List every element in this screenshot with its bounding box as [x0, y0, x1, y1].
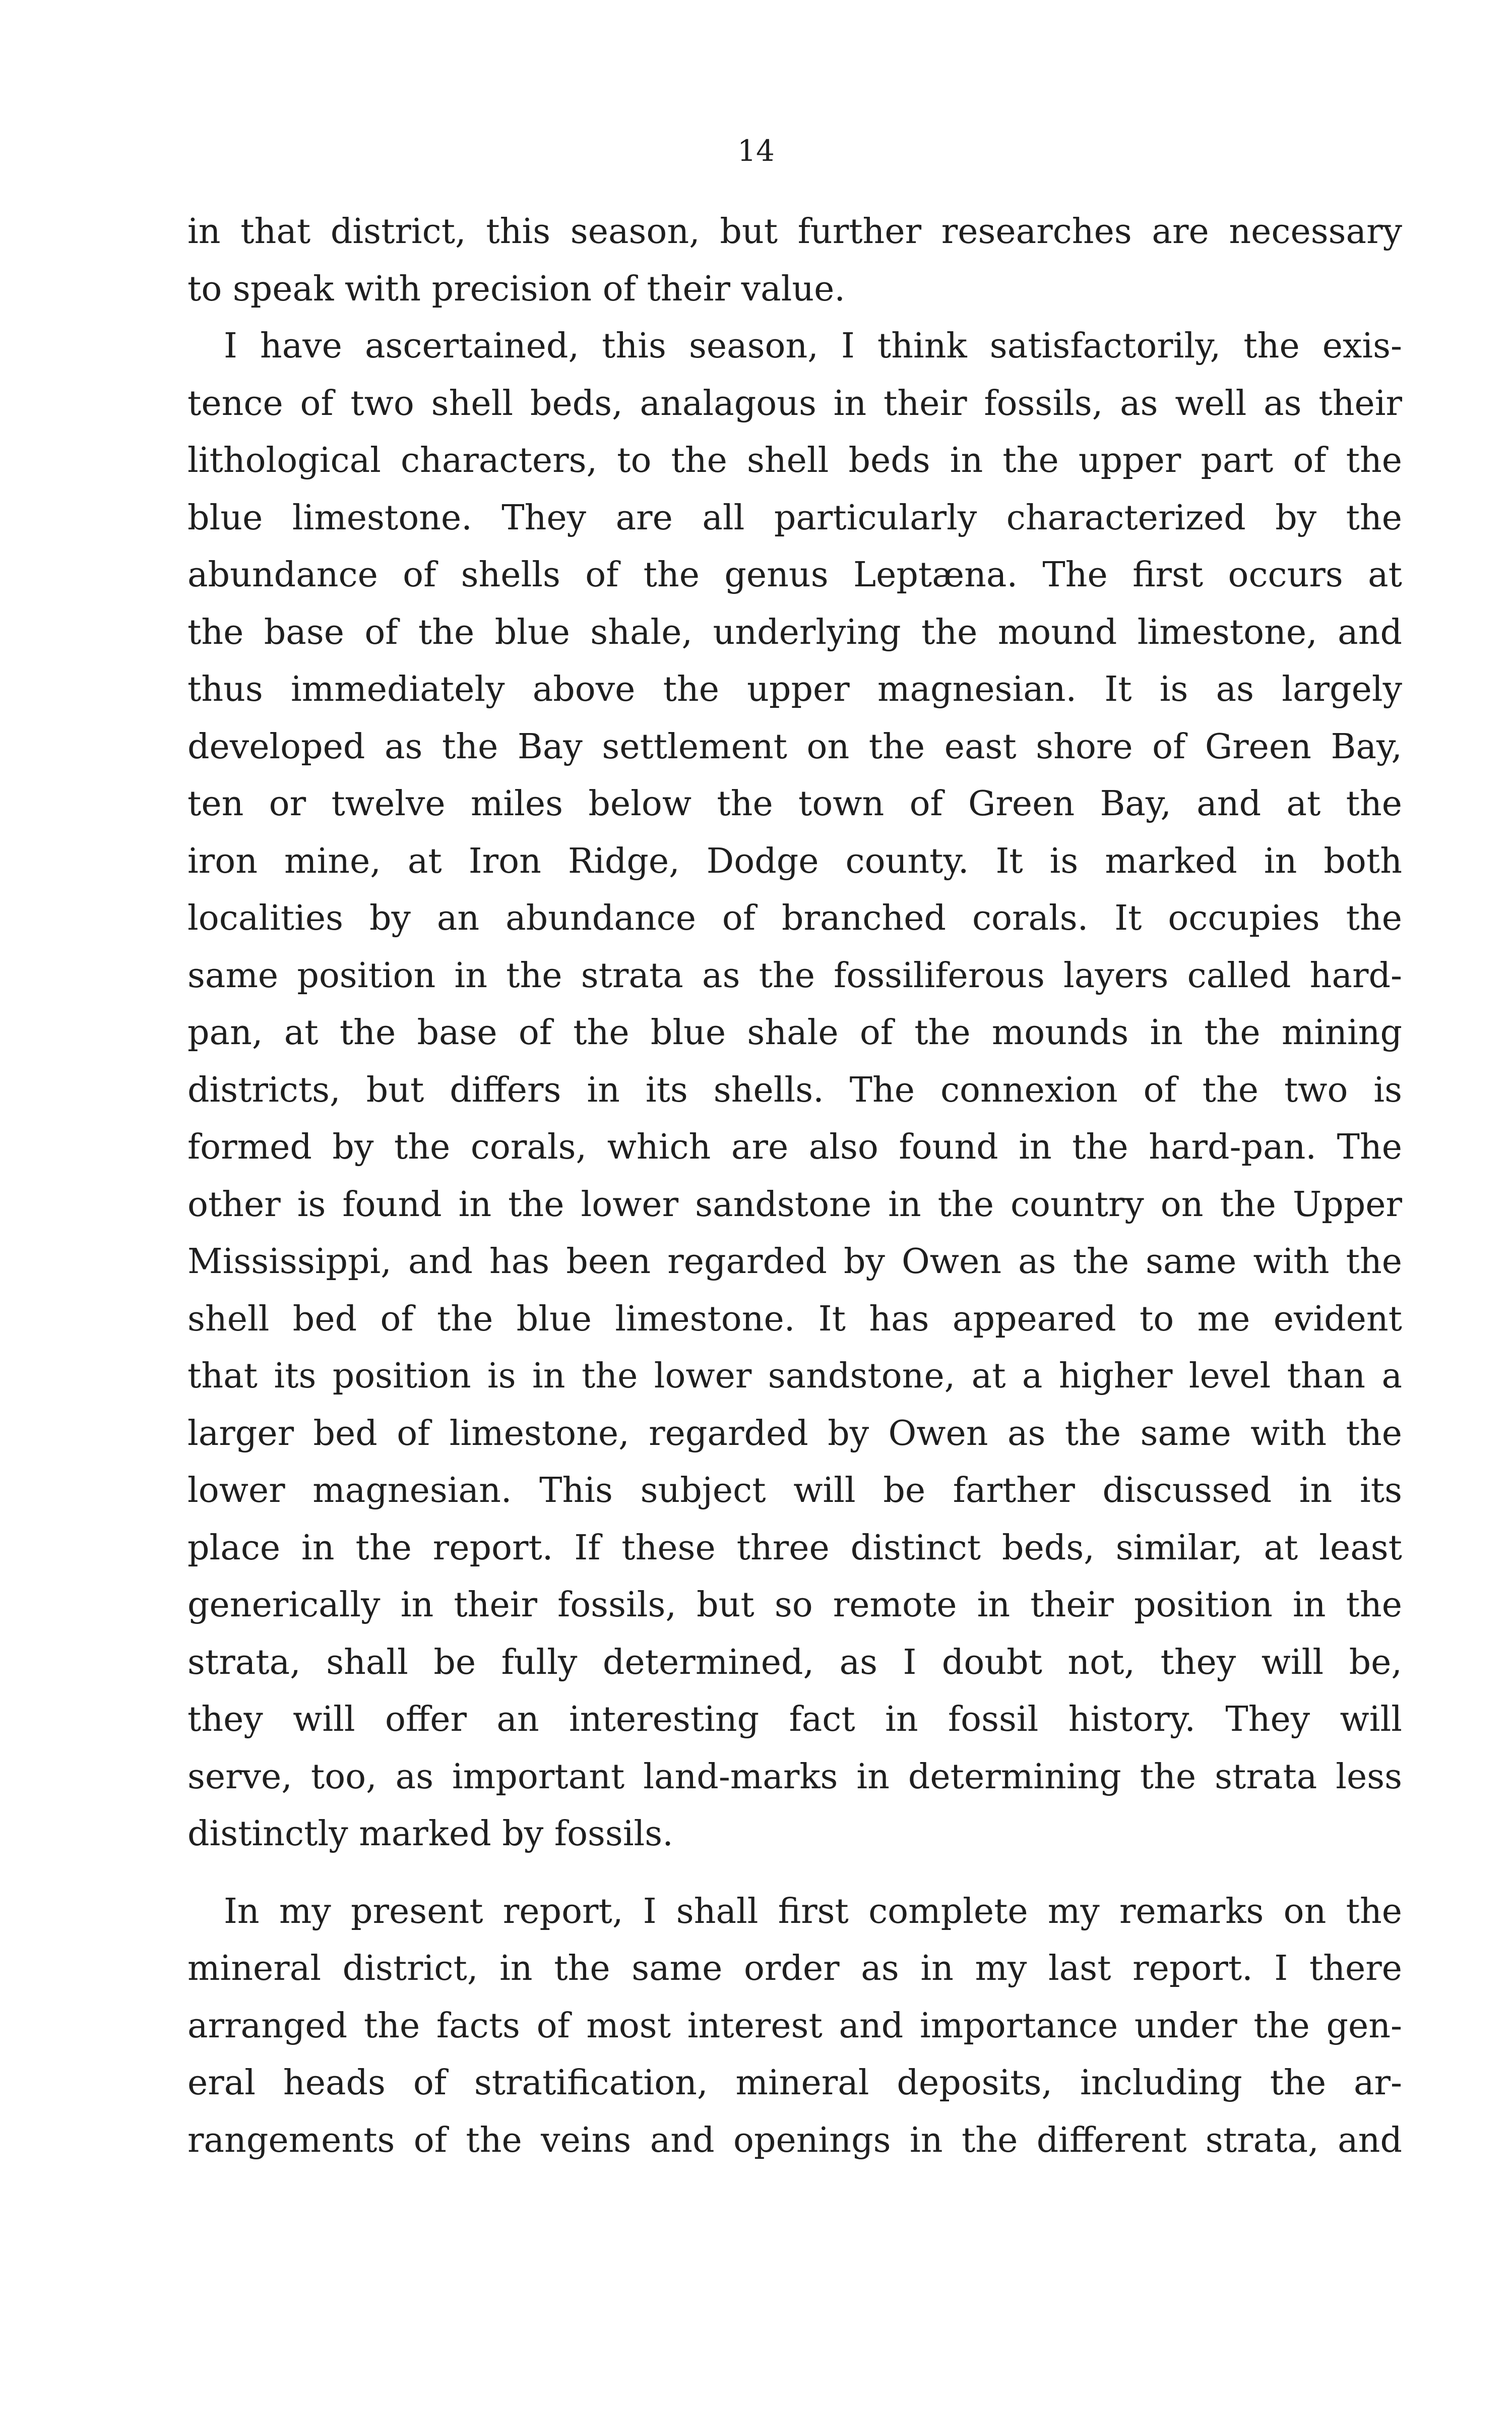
text-line: eral heads of stratification, mineral deposits, including the ar- — [187, 2063, 1402, 2103]
text-line: other is found in the lower sandstone in the country on the Upper — [187, 1185, 1402, 1225]
text-line: In my present report, I shall first complete my remarks on the — [224, 1892, 1402, 1931]
text-line: place in the report. If these three distinct beds, similar, at least — [187, 1528, 1402, 1568]
text-line: the base of the blue shale, underlying the mound limestone, and — [187, 613, 1402, 652]
text-line: abundance of shells of the genus Leptæna. The first occurs at — [187, 555, 1402, 595]
text-line: localities by an abundance of branched corals. It occupies the — [187, 898, 1402, 938]
text-line: that its position is in the lower sandstone, at a higher level than a — [187, 1356, 1402, 1396]
text-line: in that district, this season, but further researches are necessary — [187, 212, 1402, 252]
text-line: developed as the Bay settlement on the east shore of Green Bay, — [187, 727, 1402, 767]
text-line: rangements of the veins and openings in the different strata, and — [187, 2121, 1402, 2160]
text-line: they will offer an interesting fact in fossil history. They will — [187, 1700, 1402, 1739]
text-line: arranged the facts of most interest and importance under the gen- — [187, 2006, 1402, 2046]
text-line: tence of two shell beds, analagous in their fossils, as well as their — [187, 384, 1402, 424]
text-line: I have ascertained, this season, I think satisfactorily, the exis- — [224, 326, 1402, 366]
text-line: generically in their fossils, but so remote in their position in the — [187, 1585, 1402, 1625]
text-line: Mississippi, and has been regarded by Owen as the same with the — [187, 1242, 1402, 1282]
text-line: larger bed of limestone, regarded by Owen as the same with the — [187, 1414, 1402, 1454]
text-line: mineral district, in the same order as in my last report. I there — [187, 1949, 1402, 1988]
page-number: 14 — [737, 134, 775, 168]
text-line: formed by the corals, which are also found in the hard-pan. The — [187, 1127, 1402, 1167]
text-line: same position in the strata as the fossiliferous layers called hard- — [187, 956, 1402, 996]
text-line: pan, at the base of the blue shale of the mounds in the mining — [187, 1013, 1402, 1053]
text-line: serve, too, as important land-marks in determining the strata less — [187, 1757, 1402, 1797]
text-line: to speak with precision of their value. — [187, 269, 846, 309]
text-line: lithological characters, to the shell beds in the upper part of the — [187, 441, 1402, 480]
text-line: districts, but differs in its shells. The connexion of the two is — [187, 1070, 1402, 1110]
text-line: distinctly marked by fossils. — [187, 1814, 673, 1854]
text-line: blue limestone. They are all particularly characterized by the — [187, 498, 1402, 538]
text-line: ten or twelve miles below the town of Green Bay, and at the — [187, 784, 1402, 824]
text-line: strata, shall be fully determined, as I doubt not, they will be, — [187, 1643, 1402, 1682]
text-line: thus immediately above the upper magnesian. It is as largely — [187, 670, 1402, 709]
text-line: iron mine, at Iron Ridge, Dodge county. It is marked in both — [187, 841, 1402, 881]
text-line: lower magnesian. This subject will be farther discussed in its — [187, 1471, 1402, 1510]
text-line: shell bed of the blue limestone. It has appeared to me evident — [187, 1299, 1402, 1339]
